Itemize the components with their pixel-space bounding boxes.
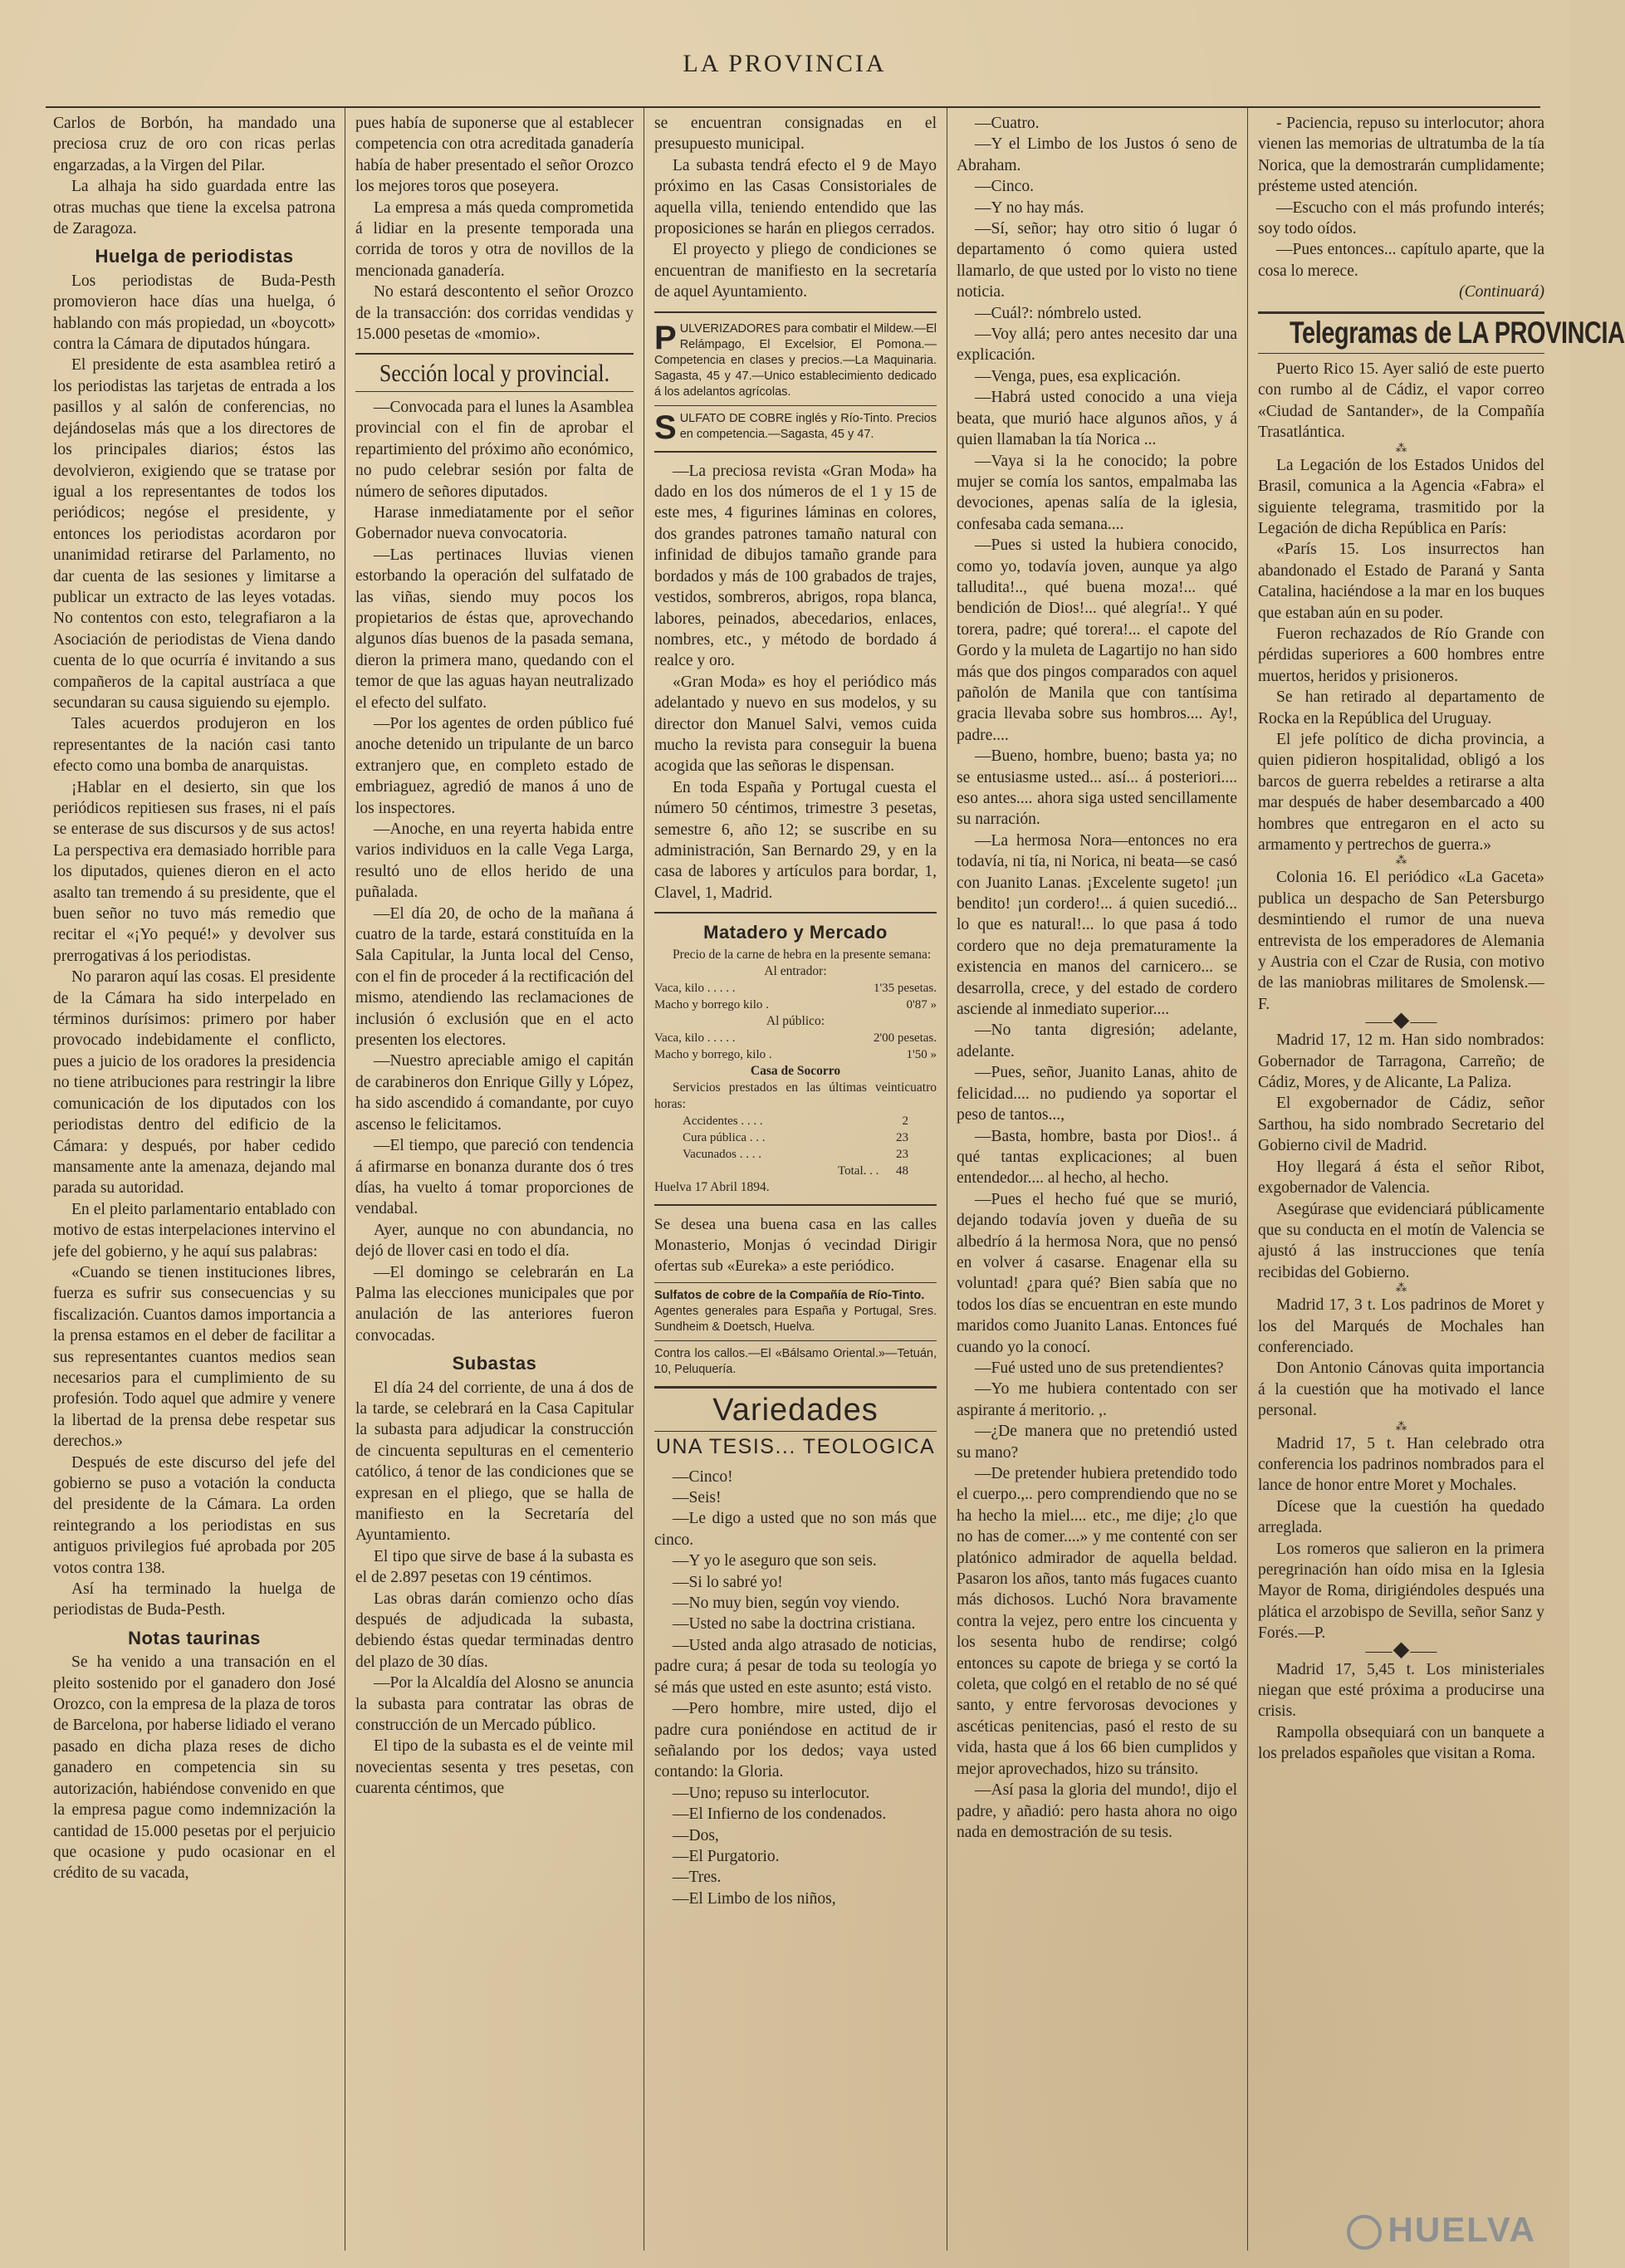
advertisement [654, 1346, 937, 1378]
telegram: Dícese que la cuestión ha quedado arreglada. [1258, 1497, 1544, 1537]
divider [654, 311, 937, 313]
telegram: La Legación de los Estados Unidos del Brasil, comunica a la Agencia «Fabra» el siguiente telegrama, trasmitido por la Legación de dicha República en París: [1258, 456, 1544, 537]
paragraph: Los periodistas de Buda-Pesth promovieron hace días una huelga, ó hablando con más propiedad, un «boycott» contra la Cámara de diputados húngara. [53, 272, 335, 354]
dialogue-line: —De pretender hubiera pretendido todo el cuerpo.,.. pero comprendiendo que no se ha hecho la miel.... etc., me dije; ¿lo que no has de comer....» y me contenté con ser platónico admirador de aquella beldad. Pasaron los años, tanto más fugaces cuanto más dichosos. Luchó Nora bravamente contra la vejez, pero entre los cincuenta y los sesenta hubo de rendirse; colgó entonces su capote de briega y se cortó la coleta, que colgó en el retablo de no sé qué santo, y entre fervorosas devociones y ascéticas penitencias, pasó el resto de su vida, hasta que á los 66 bien cumplidos y mejor aprovechados, hizo su tránsito. [957, 1465, 1237, 1778]
table-cell: Vaca, kilo . . . . . [654, 1031, 736, 1045]
dialogue-line: —Cuál?: nómbrelo usted. [975, 304, 1142, 322]
dialogue-line: —El Infierno de los condenados. [673, 1805, 887, 1824]
paragraph: En toda España y Portugal cuesta el número 50 céntimos, trimestre 3 pesetas, semestre 6, año 12; se suscribe en su administración, San Bernardo 29, y en la casa de labores y artículos para bordar, 1, Clavel, 1, Madrid. [654, 778, 937, 902]
table-cell: 1'50 » [906, 1047, 937, 1061]
dialogue-line: —Y yo le aseguro que son seis. [673, 1552, 877, 1570]
paragraph: Precio de la carne de hebra en la presente semana: [673, 947, 932, 962]
table-cell: 1'35 pesetas. [873, 981, 937, 995]
asterism-icon: ⁂ [1395, 1282, 1407, 1296]
paragraph: Se ha venido a una transación en el pleito sostenido por el ganadero don José Orozco, con la empresa de la plaza de toros de Barcelona, por haberse lidiado el verano pasado en dicha plaza reses de dicho ganadero en competencia sin su autorización, habiéndose convenido en que la empresa pague como indemnización la cantidad de 15.000 pesetas por el perjuicio que ocasione y pudo ocasionar en el crédito de su vacada, [53, 1653, 335, 1883]
paragraph: ¡Hablar en el desierto, sin que los periódicos repitiesen sus frases, ni el país se enterase de sus discursos y de sus actos! La perspectiva era demasiado horrible para los diputados, quienes dieron en el acto asalto tan tremendo á su presidente, que el buen señor no tuvo más remedio que recitar el «¡Yo pequé!» y devolver sus prerrogativas á los periodistas. [53, 778, 335, 965]
dialogue-line: —Dos, [673, 1826, 719, 1844]
advertisement [654, 321, 937, 400]
paragraph: No pararon aquí las cosas. El presidente de la Cámara ha sido interpelado en términos durísimos: primero por haber provocado indebidamente el conflicto, pues a juicio de los oradores la presidencia no tiene atribuciones para restringir la libre comunicación de los diputados con los periodistas dentro del edificio de la Cámara: y después, por haber cedido mansamente ante la amenaza, dejando mal parada su autoridad. [53, 968, 335, 1198]
paragraph: El proyecto y pliego de condiciones se encuentran de manifiesto en la secretaría de aquel Ayuntamiento. [654, 241, 937, 301]
telegram: Hoy llegará á ésta el señor Ribot, exgobernador de Valencia. [1258, 1158, 1544, 1198]
paragraph: Harase inmediatamente por el señor Gobernador nueva convocatoria. [355, 503, 634, 543]
divider [654, 1431, 937, 1432]
archive-watermark [1347, 2210, 1536, 2250]
paragraph: Servicios prestados en las últimas veinticuatro horas: [654, 1080, 937, 1111]
paragraph: —Convocada para el lunes la Asamblea provincial con el fin de aprobar el repartimiento del próximo año económico, no pudo celebrar sesión por falta de número de señores diputados. [355, 398, 634, 501]
divider [355, 391, 634, 392]
section-heading: Huelga de periodistas [95, 246, 294, 267]
table-cell: 2'00 pesetas. [873, 1031, 937, 1045]
table-cell: Vacunados . . . . [683, 1147, 761, 1161]
divider [654, 405, 937, 406]
divider [654, 1386, 937, 1389]
paragraph: La alhaja ha sido guardada entre las otras muchas que tiene la excelsa patrona de Zaragoza. [53, 178, 335, 238]
section-heading: Matadero y Mercado [703, 922, 888, 943]
dialogue-line: —Y el Limbo de los Justos ó seno de Abraham. [957, 135, 1237, 174]
paragraph: Después de este discurso del jefe del gobierno se puso a votación la conducta del presidente de la Cámara. La orden reintegrando a los periodistas en sus antiguos privilegios fué aprobada por 205 votos contra 138. [53, 1453, 335, 1577]
paragraph: pues había de suponerse que al establecer competencia con otra acreditada ganadería había de haber presentado el señor Orozco los mejores toros que poseyera. [355, 115, 634, 196]
ad-text: ULVERIZADORES para combatir el Mildew.—El Relámpago, El Excelsior, El Pomona.—Competencia en clases y precios.—La Maquinaria. Sagasta, 45 y 47.—Unico establecimiento dedicado á los adelantos agrícolas. [654, 321, 937, 399]
section-heading: Variedades [712, 1392, 879, 1428]
section-heading: Subastas [452, 1353, 537, 1374]
divider [1258, 353, 1544, 354]
column-3 [654, 113, 937, 1909]
telegram: Madrid 17, 3 t. Los padrinos de Moret y los del Marqués de Mochales han conferenciado. [1258, 1296, 1544, 1356]
drop-cap: S [654, 409, 677, 446]
divider [654, 1282, 937, 1283]
flourish-icon: ⸺◆⸺ [1364, 1642, 1438, 1661]
table-row [654, 1046, 937, 1063]
top-rule [46, 106, 1540, 108]
table-cell: Macho y borrego, kilo . [654, 1047, 772, 1061]
telegram: Madrid 17, 12 m. Han sido nombrados: Gobernador de Tarragona, Carreño; de Cádiz, Mores, y de Alicante, La Paliza. [1258, 1031, 1544, 1092]
column-4 [957, 113, 1237, 1843]
date-line: Huelva 17 Abril 1894. [654, 1179, 770, 1194]
telegram: «París 15. Los insurrectos han abandonado el Estado de Paraná y Santa Catalina, haciéndose a la mar en los buques que estaban aún en su poder. [1258, 541, 1544, 622]
ad-text: Agentes generales para España y Portugal, Sres. Sundheim & Doetsch, Huelva. [654, 1304, 937, 1334]
paragraph: —Por los agentes de orden público fué anoche detenido un tripulante de un barco extranjero que, en completo estado de embriaguez, agredió de manos á uno de los inspectores. [355, 714, 634, 817]
table-row [683, 1113, 908, 1129]
dialogue-line: —Usted no sabe la doctrina cristiana. [673, 1615, 916, 1634]
table-cell: 23 [896, 1147, 908, 1161]
paragraph: El tipo que sirve de base á la subasta es el de 2.897 pesetas con 19 céntimos. [355, 1547, 634, 1587]
paragraph: Tales acuerdos produjeron en los representantes de la nación casi tanto efecto como una bomba de anarquistas. [53, 715, 335, 776]
article-title: UNA TESIS... TEOLOGICA [655, 1435, 936, 1459]
advertisement [654, 409, 937, 446]
table-cell: 48 [896, 1163, 908, 1178]
dialogue-line: —Le digo a usted que no son más que cinco. [654, 1510, 937, 1549]
asterism-icon: ⁂ [1395, 1420, 1407, 1433]
dialogue-line: —El Purgatorio. [673, 1847, 780, 1865]
table-row [654, 980, 937, 997]
paragraph: —El día 20, de ocho de la mañana á cuatro de la tarde, estará constituída en la Sala Capitular, la Junta local del Censo, con el fin de proceder á la rectificación del mismo, atendiendo las reclamaciones de inclusión ó exclusión que en el acto presenten los electores. [355, 904, 634, 1050]
dialogue-line: —Cinco. [975, 178, 1034, 196]
column-5 [1258, 113, 1625, 1765]
archive-logo-icon [1347, 2215, 1382, 2250]
table-row [683, 1146, 908, 1163]
telegram: Se han retirado al departamento de Rocka en la República del Uruguay. [1258, 688, 1544, 727]
paragraph: El día 24 del corriente, de una á dos de la tarde, se celebrará en la Casa Capitular la subasta para adjudicar la construcción de cincuenta sepulturas en el cementerio católico, á tenor de las condiciones que se expresan en el pliego, que se halla de manifiesto en la Secretaría del Ayuntamiento. [355, 1379, 634, 1545]
table-row [654, 1030, 937, 1046]
watermark-text: HUELVA [1388, 2210, 1536, 2249]
paragraph: «Cuando se tienen instituciones libres, fuerza es sufrir sus consecuencias y su fiscalización. Cuantos damos importancia a la prensa estamos en el deber de facilitar a sus representantes cuantos medios sean necesarios para el cumplimiento de su profesión. Todo aquel que admire y venere la libertad de la prensa debe respetar sus derechos.» [53, 1263, 335, 1451]
subheading: Casa de Socorro [750, 1063, 841, 1078]
table-row [683, 1163, 908, 1179]
dialogue-line: —Pues, señor, Juanito Lanas, ahito de felicidad.... no pudiendo ya soportar el peso de tantos..., [957, 1064, 1237, 1124]
telegram: El jefe político de dicha provincia, a quien pidieron hospitalidad, obligó a los barcos de guerra rebeldes a retirarse a alta mar después de haber desembarcado a 400 hombres que entregaron en el acto su armamento y pertrechos de guerra.» [1258, 730, 1544, 854]
dialogue-line: —Yo me hubiera contentado con ser aspirante á meritorio. ,. [957, 1380, 1237, 1419]
paragraph: No estará descontento el señor Orozco de la transacción: dos corridas vendidas y 15.000 pesetas de «momio». [355, 283, 634, 344]
column-divider [1247, 108, 1248, 2251]
asterism-icon: ⁂ [1395, 442, 1407, 455]
paragraph: —Por la Alcaldía del Alosno se anuncia la subasta para contratar las obras de construcción de un Mercado público. [355, 1674, 634, 1735]
telegram: Los romeros que salieron en la primera peregrinación han oído misa en la Iglesia Mayor de Roma, dirigiéndoles después una plática el arzobispo de Sevilla, señor Sanz y Forés.—P. [1258, 1540, 1544, 1643]
paragraph: El tipo de la subasta es el de veinte mil novecientas sesenta y tres pesetas, con cuarenta céntimos, que [355, 1737, 634, 1798]
telegram: Madrid 17, 5,45 t. Los ministeriales niegan que esté próxima a producirse una crisis. [1258, 1660, 1544, 1721]
paragraph: En el pleito parlamentario entablado con motivo de estas interpelaciones intervino el jefe del gobierno, y he aquí sus palabras: [53, 1200, 335, 1261]
paragraph: El presidente de esta asamblea retiró a los periodistas las tarjetas de entrada a los pasillos y al salón de conferencias, no dejándoselas más que a los directores de los principales diarios; éstos las devolvieron, exigiendo que se tratase por igual a los representantes de todos los periódicos; negóse el presidente, y entonces los periodistas acordaron por unanimidad retirarse del Parlamento, no dar cuenta de las sesiones y limitarse a publicar un extracto de las leyes votadas. No contentos con esto, telegrafiaron a la Asociación de periodistas de Viena dando cuenta de lo que ocurría é invitando a sus compañeros de la capital austríaca a que secundaran su causa siguiendo su ejemplo. [53, 356, 335, 712]
dialogue-line: —El Limbo de los niños, [673, 1889, 836, 1908]
dialogue-line: —Pues si usted la hubiera conocido, como yo, todavía joven, aunque ya algo talludita!.., qué buena moza!... qué bendición de Dios!... qué alegría!.. Y qué torera, padre; qué torera!... el capote del Gordo y la muleta de Lagartijo no han sido más que dos pingos comparados con aquel pañolón de Manila que con tantísima gracia llevaba sobre sus hombros.... Ay!, padre.... [957, 536, 1237, 744]
paragraph: La empresa a más queda comprometida á lidiar en la presente temporada una corrida de toros y otra de novillos de la mencionada ganadería. [355, 198, 634, 280]
table-row [683, 1129, 908, 1146]
advertisement [654, 1288, 937, 1335]
section-heading: Telegramas de LA PROVINCIA [1289, 315, 1625, 350]
telegram: Colonia 16. El periódico «La Gaceta» publica un despacho de San Petersburgo desmintiendo el rumor de una nueva entrevista de los emperadores de Alemania y Austria con el Czar de Rusia, con motivo de las maniobras militares de Smolensk.—F. [1258, 869, 1544, 1013]
paragraph: —Las pertinaces lluvias vienen estorbando la operación del sulfatado de las viñas, siendo muy pocos los propietarios de éstas que, aprovechando algunos días buenos de la pasada semana, dieron la primera mano, quedando con el temor de que las aguas hayan neutralizado el efecto del sulfato. [355, 546, 634, 712]
paragraph: Así ha terminado la huelga de periodistas de Buda-Pesth. [53, 1580, 335, 1619]
section-heading: Notas taurinas [128, 1627, 261, 1648]
dialogue-line: —Fué usted uno de sus pretendientes? [975, 1359, 1224, 1377]
column-1 [53, 113, 335, 1884]
telegram: Fueron rechazados de Río Grande con pérdidas superiores a 600 hombres entre muertos, heridos y prisioneros. [1258, 625, 1544, 685]
table-cell: Cura pública . . . [683, 1130, 766, 1144]
telegram: Don Antonio Cánovas quita importancia á la cuestión que ha motivado el lance personal. [1258, 1359, 1544, 1420]
divider [654, 912, 937, 914]
dialogue-line: —Uno; repuso su interlocutor. [673, 1784, 870, 1802]
paragraph: —El tiempo, que pareció con tendencia á afirmarse en bonanza durante dos ó tres días, ha vuelto á tomar proporciones de vendabal. [355, 1137, 634, 1218]
table-cell: Total. . . [838, 1163, 879, 1178]
telegram: Asegúrase que evidenciará públicamente que su conducta en el motín de Valencia se ajustó á las instrucciones que tenía recibidas del Gobierno. [1258, 1200, 1544, 1281]
column-2 [355, 113, 634, 1800]
dialogue-line: —Bueno, hombre, bueno; basta ya; no se entusiasme usted... así... á posteriori.... eso antes.... ahora siga usted sencillamente su narración. [957, 747, 1237, 829]
table-cell: 23 [896, 1130, 908, 1144]
paragraph: La subasta tendrá efecto el 9 de Mayo próximo en las Casas Consistoriales de aquella villa, teniendo entendido que las proposiciones se harán en pliegos cerrados. [654, 156, 937, 238]
telegram: Rampolla obsequiará con un banquete a los prelados españoles que visitan a Roma. [1258, 1723, 1544, 1763]
dialogue-line: —Usted anda algo atrasado de noticias, padre cura; á pesar de toda su teología yo sé más que usted en este asunto; está visto. [654, 1636, 937, 1697]
dialogue-line: —Pero hombre, mire usted, dijo el padre cura poniéndose en actitud de ir señalando por los dedos; vaya usted contando: la Gloria. [654, 1700, 937, 1781]
paragraph: —Anoche, en una reyerta habida entre varios individuos en la calle Vega Larga, resultó uno de ellos herido de una puñalada. [355, 820, 634, 902]
price-table [654, 980, 937, 1013]
dialogue-line: —Pues entonces... capítulo aparte, que la cosa lo merece. [1258, 241, 1544, 280]
dialogue-line: —Si lo sabré yo! [673, 1573, 783, 1591]
dialogue-line: —Vaya si la he conocido; la pobre mujer se comía los santos, empalmaba las devociones, apenas salía de la iglesia, confesaba cada semana.... [957, 452, 1237, 533]
divider [654, 1340, 937, 1341]
subheading: Al entrador: [764, 963, 827, 978]
table-row [654, 997, 937, 1013]
table-cell: Macho y borrego kilo . [654, 997, 769, 1012]
subheading: Al público: [766, 1013, 825, 1028]
dialogue-line: —Y no hay más. [975, 198, 1084, 217]
divider [355, 353, 634, 355]
dialogue-line: —Escucho con el más profundo interés; soy todo oídos. [1258, 198, 1544, 238]
paragraph: Carlos de Borbón, ha mandado una preciosa cruz de oro con ricas perlas engarzadas, a la Virgen del Pilar. [53, 115, 335, 174]
dialogue-line: —¿De manera que no pretendió usted su mano? [957, 1423, 1237, 1462]
telegram: Puerto Rico 15. Ayer salió de este puerto con rumbo al de Cádiz, el vapor correo «Ciudad de Santander», de la Compañía Trasatlántica. [1258, 360, 1544, 442]
dialogue-line: —Cinco! [673, 1467, 733, 1486]
price-table [654, 1030, 937, 1063]
flourish-icon: ⸺◆⸺ [1364, 1013, 1438, 1032]
table-cell: Vaca, kilo . . . . . [654, 981, 736, 995]
dialogue-line: —No tanta digresión; adelante, adelante. [957, 1021, 1237, 1061]
dialogue-line: —Habrá usted conocido a una vieja beata, que murió hace algunos años, y á quien llamaban la tía Norica ... [957, 389, 1237, 449]
ad-title: Sulfatos de cobre de la Compañía de Río-Tinto. [654, 1288, 925, 1302]
dialogue-line: —La hermosa Nora—entonces no era todavía, ni tía, ni Norica, ni beata—se casó con Juanito Lanas. ¡Excelente sugeto! ¡un bendito! ¡un cordero!... á quien sucedió... lo que es natural!... lo que pasa á todo cordero que no deja prematuramente la existencia en manos del carnicero... se desarrolla, crece, y del estado de cordero asciende al inmediato superior.... [957, 831, 1237, 1019]
paragraph: —Nuestro apreciable amigo el capitán de carabineros don Enrique Gilly y López, ha sido ascendido á comandante, por cuyo ascenso le felicitamos. [355, 1052, 634, 1134]
table-cell: 0'87 » [906, 997, 937, 1012]
ad-text: Contra los callos.—El «Bálsamo Oriental.»—Tetuán, 10, Peluquería. [654, 1346, 937, 1376]
ad-text: ULFATO DE COBRE inglés y Río-Tinto. Precios en competencia.—Sagasta, 45 y 47. [679, 411, 937, 441]
dialogue-line: —Basta, hombre, basta por Dios!.. á qué tantas explicaciones; al buen entendedor.... al hecho, al hecho. [957, 1127, 1237, 1188]
paragraph: se encuentran consignadas en el presupuesto municipal. [654, 115, 937, 154]
table-cell: Accidentes . . . . [683, 1114, 763, 1128]
socorro-table [683, 1113, 908, 1179]
continued-note: (Continuará) [1459, 283, 1544, 301]
divider [1258, 311, 1544, 314]
dialogue-line: - Paciencia, repuso su interlocutor; ahora vienen las memorias de ultratumba de la tía Norica, que la demostrarán cumplidamente; présteme usted atención. [1258, 115, 1544, 196]
table-cell: 2 [902, 1114, 908, 1128]
dialogue-line: —Así pasa la gloria del mundo!, dijo el padre, y añadió: pero hasta ahora no oigo nada en demostración de su tesis. [957, 1781, 1237, 1841]
dialogue-line: —Cuatro. [975, 115, 1040, 132]
paragraph: «Gran Moda» es hoy el periódico más adelantado y nuevo en sus modelos, y su director don Manuel Salvi, vemos cuida mucho la revista para conseguir la buena acogida que las señoras le dispensan. [654, 673, 937, 776]
dialogue-line: —Venga, pues, esa explicación. [975, 367, 1181, 385]
dialogue-line: —Voy allá; pero antes necesito dar una explicación. [957, 326, 1237, 365]
divider [654, 451, 937, 453]
telegram: El exgobernador de Cádiz, señor Sarthou, ha sido nombrado Secretario del Gobierno civil de Madrid. [1258, 1095, 1544, 1155]
section-heading: Sección local y provincial. [379, 360, 610, 388]
paragraph: Se desea una buena casa en las calles Monasterio, Monjas ó vecindad Dirigir ofertas sub «Eureka» a este periódico. [654, 1215, 937, 1276]
dialogue-line: —No muy bien, según voy viendo. [673, 1594, 900, 1613]
paragraph: —El domingo se celebrarán en La Palma las elecciones municipales que por anulación de las anteriores fueron convocadas. [355, 1263, 634, 1345]
dialogue-line: —Tres. [673, 1869, 722, 1887]
paragraph: —La preciosa revista «Gran Moda» ha dado en los dos números de el 1 y 15 de este mes, 4 figurines láminas en colores, dos grandes patrones tamaño natural con infinidad de dibujos tamaño grande para bordados y más de 100 grabados de trajes, vestidos, sombreros, abrigos, ropa blanca, labores, peinados, abecedarios, enlaces, nombres, etc., y método de bordado á realce y oro. [654, 462, 937, 670]
dialogue-line: —Pues el hecho fué que se murió, dejando todavía joven y dueña de su albedrío á la hermosa Nora, que no pensó en volver á casarse. Enagenar ella su voluntad! ¿para qué? Bien sabía que no todos los días se encuentran en este mundo maridos como Juanito Lanas. Entonces fué cuando yo la conocí. [957, 1190, 1237, 1356]
masthead: LA PROVINCIA [683, 50, 887, 77]
paragraph: Ayer, aunque no con abundancia, no dejó de llover casi en todo el día. [355, 1221, 634, 1261]
telegram: Madrid 17, 5 t. Han celebrado otra conferencia los padrinos nombrados para el lance de honor entre Moret y Mochales. [1258, 1434, 1544, 1495]
dialogue-line: —Sí, señor; hay otro sitio ó lugar ó departamento ó como quiera usted llamarlo, de que usted por lo visto no tiene noticia. [957, 220, 1237, 301]
paragraph: Las obras darán comienzo ocho días después de adjudicada la subasta, debiendo éstas quedar terminadas dentro del plazo de 30 días. [355, 1590, 634, 1671]
divider [654, 1204, 937, 1206]
dialogue-line: —Seis! [673, 1489, 722, 1507]
drop-cap: P [654, 319, 677, 356]
asterism-icon: ⁂ [1395, 855, 1407, 868]
